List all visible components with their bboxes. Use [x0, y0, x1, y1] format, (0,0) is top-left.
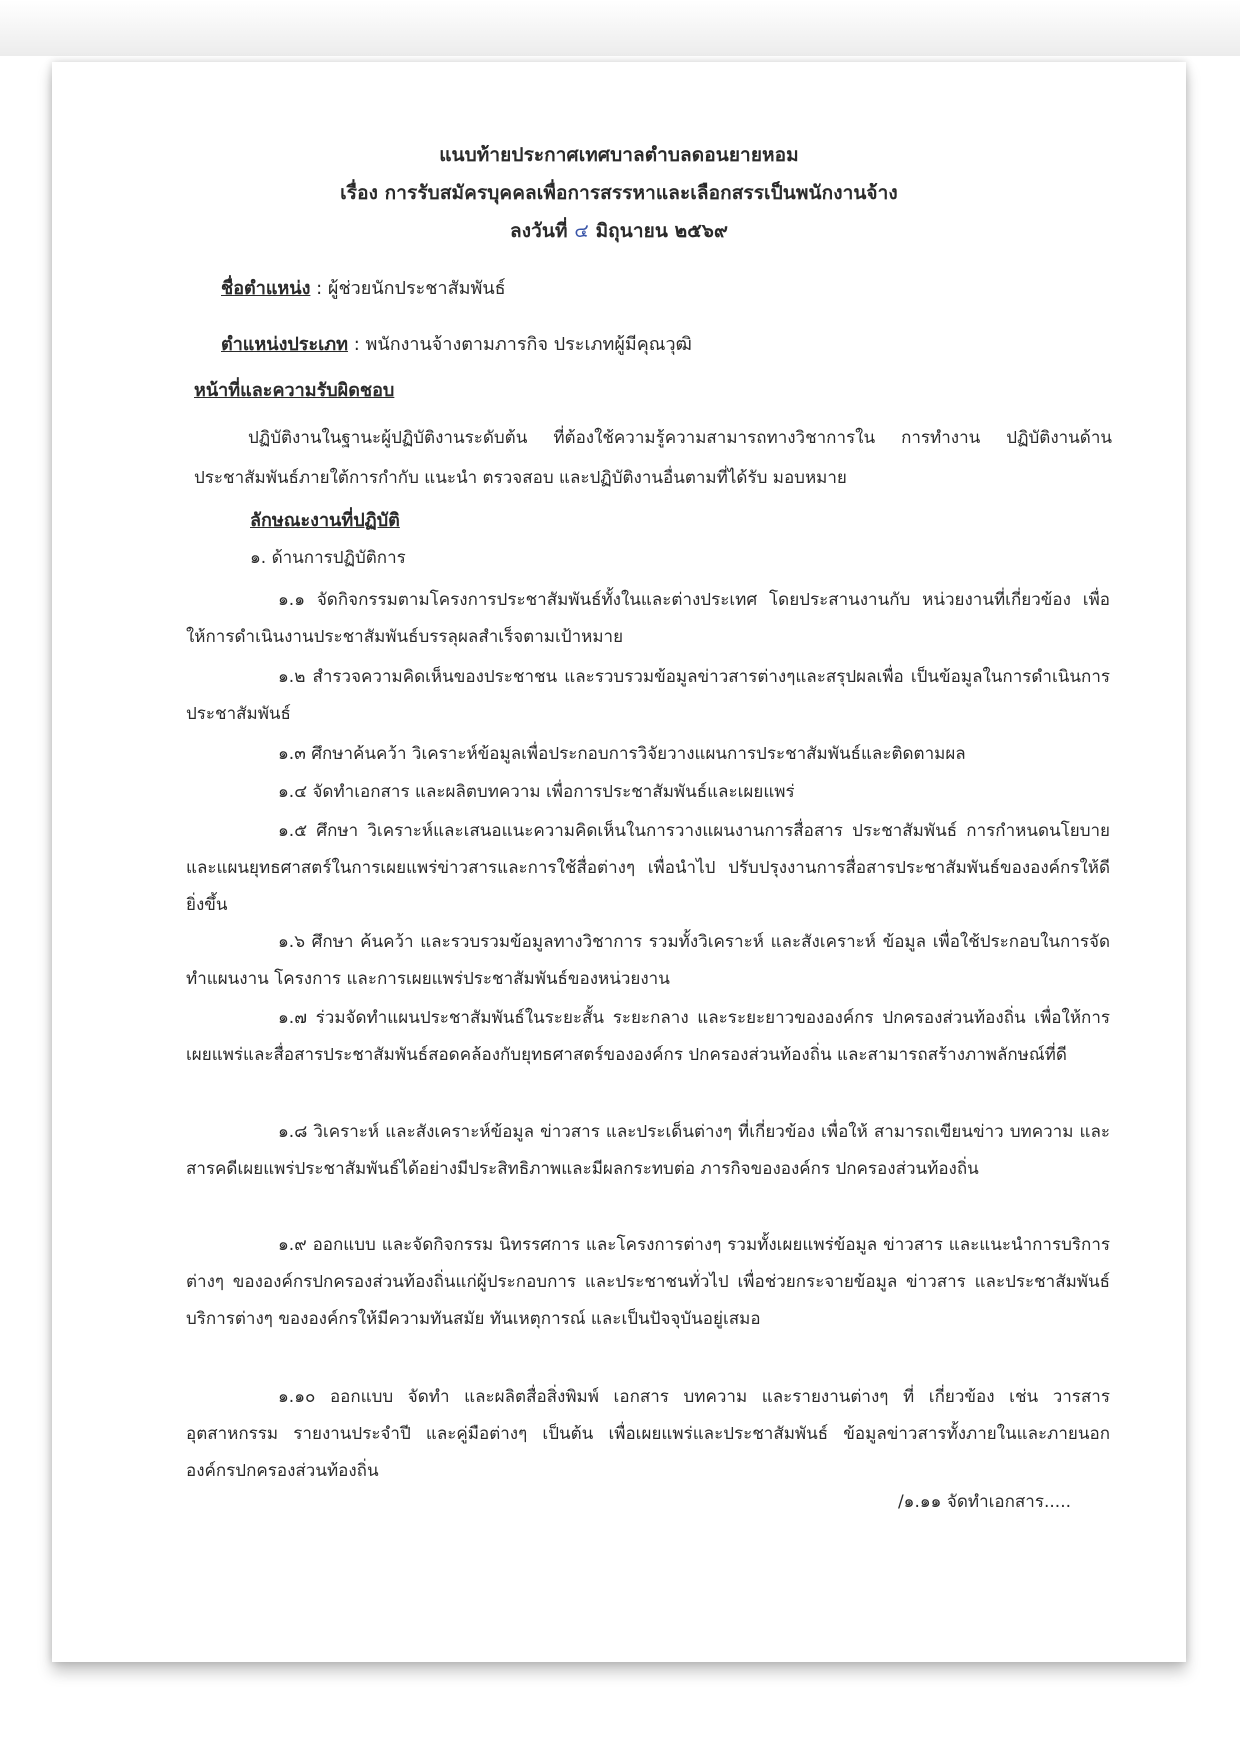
document-page: [52, 62, 1186, 1662]
document-header: [52, 136, 1186, 250]
work-item-1-10: ๑.๑๐ ออกแบบ จัดทำ และผลิตสื่อสิ่งพิมพ์ เอกสาร บทความ และรายงานต่างๆ ที่ เกี่ยวข้อง เช่น วารสารอุตสาหกรรม รายงานประจำปี และคู่มือต่างๆ เป็นต้น เพื่อเผยแพร่และประชาสัมพันธ์ ข้อมูลข่าวสารทั้งภายในและภายนอกองค์กรปกครองส่วนท้องถิ่น: [186, 1387, 1110, 1481]
header-subject: เรื่อง การรับสมัครบุคคลเพื่อการสรรหาและเลือกสรรเป็นพนักงานจ้าง: [340, 182, 898, 204]
work-item-1-4: ๑.๔ จัดทำเอกสาร และผลิตบทความ เพื่อการประชาสัมพันธ์และเผยแพร่: [278, 782, 795, 802]
position-type-separator: :: [348, 334, 366, 355]
date-rest: มิถุนายน ๒๕๖๙: [595, 220, 728, 242]
header-title: แนบท้ายประกาศเทศบาลตำบลดอนยายหอม: [439, 144, 799, 166]
header-date: [52, 212, 1186, 250]
work-nature-heading: ลักษณะงานที่ปฏิบัติ: [250, 510, 400, 531]
position-label: ชื่อตำแหน่ง: [221, 278, 311, 299]
position-type-label: ตำแหน่งประเภท: [221, 334, 349, 355]
position-field: [221, 274, 506, 304]
work-item-1-6: ๑.๖ ศึกษา ค้นคว้า และรวบรวมข้อมูลทางวิชาการ รวมทั้งวิเคราะห์ และสังเคราะห์ ข้อมูล เพื่อใช้ประกอบในการจัดทำแผนงาน โครงการ และการเผยแพร่ประชาสัมพันธ์ของหน่วยงาน: [186, 932, 1110, 989]
section-1-title: ๑. ด้านการปฏิบัติการ: [250, 548, 406, 568]
scan-background: [0, 0, 1240, 56]
work-item-1-5: ๑.๕ ศึกษา วิเคราะห์และเสนอแนะความคิดเห็นในการวางแผนงานการสื่อสาร ประชาสัมพันธ์ การกำหนดนโยบาย และแผนยุทธศาสตร์ในการเผยแพร่ข่าวสารและการใช้สื่อต่างๆ เพื่อนำไป ปรับปรุงงานการสื่อสารประชาสัมพันธ์ขององค์กรให้ดียิ่งขึ้น: [186, 821, 1110, 915]
date-day: ๔: [574, 220, 589, 242]
date-prefix: ลงวันที่: [510, 220, 568, 242]
position-type-field: [221, 330, 692, 360]
work-item-1-1: ๑.๑ จัดกิจกรรมตามโครงการประชาสัมพันธ์ทั้งในและต่างประเทศ โดยประสานงานกับ หน่วยงานที่เกี่ยวข้อง เพื่อให้การดำเนินงานประชาสัมพันธ์บรรลุผลสำเร็จตามเป้าหมาย: [186, 590, 1110, 647]
work-item-1-3: ๑.๓ ศึกษาค้นคว้า วิเคราะห์ข้อมูลเพื่อประกอบการวิจัยวางแผนการประชาสัมพันธ์และติดตามผล: [278, 744, 966, 764]
position-separator: :: [310, 278, 328, 299]
continued-marker: /๑.๑๑ จัดทำเอกสาร.....: [897, 1492, 1071, 1512]
position-value: ผู้ช่วยนักประชาสัมพันธ์: [327, 278, 506, 299]
work-item-1-2: ๑.๒ สำรวจความคิดเห็นของประชาชน และรวบรวมข้อมูลข่าวสารต่างๆและสรุปผลเพื่อ เป็นข้อมูลในการดำเนินการประชาสัมพันธ์: [186, 667, 1110, 724]
work-item-1-8: ๑.๘ วิเคราะห์ และสังเคราะห์ข้อมูล ข่าวสาร และประเด็นต่างๆ ที่เกี่ยวข้อง เพื่อให้ สามารถเขียนข่าว บทความ และสารคดีเผยแพร่ประชาสัมพันธ์ได้อย่างมีประสิทธิภาพและมีผลกระทบต่อ ภารกิจขององค์กร ปกครองส่วนท้องถิ่น: [186, 1122, 1110, 1179]
work-item-1-9: ๑.๙ ออกแบบ และจัดกิจกรรม นิทรรศการ และโครงการต่างๆ รวมทั้งเผยแพร่ข้อมูล ข่าวสาร และแนะนำการบริการต่างๆ ขององค์กรปกครองส่วนท้องถิ่นแก่ผู้ประกอบการ และประชาชนทั่วไป เพื่อช่วยกระจายข้อมูล ข่าวสาร และประชาสัมพันธ์บริการต่างๆ ขององค์กรให้มีความทันสมัย ทันเหตุการณ์ และเป็นปัจจุบันอยู่เสมอ: [186, 1235, 1110, 1329]
work-item-1-7: ๑.๗ ร่วมจัดทำแผนประชาสัมพันธ์ในระยะสั้น ระยะกลาง และระยะยาวขององค์กร ปกครองส่วนท้องถิ่น เพื่อให้การเผยแพร่และสื่อสารประชาสัมพันธ์สอดคล้องกับยุทธศาสตร์ขององค์กร ปกครองส่วนท้องถิ่น และสามารถสร้างภาพลักษณ์ที่ดี: [186, 1008, 1110, 1065]
duties-heading: หน้าที่และความรับผิดชอบ: [194, 380, 395, 401]
position-type-value: พนักงานจ้างตามภารกิจ ประเภทผู้มีคุณวุฒิ: [365, 334, 692, 355]
duties-paragraph: ปฏิบัติงานในฐานะผู้ปฏิบัติงานระดับต้น ที่ต้องใช้ความรู้ความสามารถทางวิชาการใน การทำงาน ปฏิบัติงานด้านประชาสัมพันธ์ภายใต้การกำกับ แนะนำ ตรวจสอบ และปฏิบัติงานอื่นตามที่ได้รับ มอบหมาย: [194, 428, 1112, 488]
